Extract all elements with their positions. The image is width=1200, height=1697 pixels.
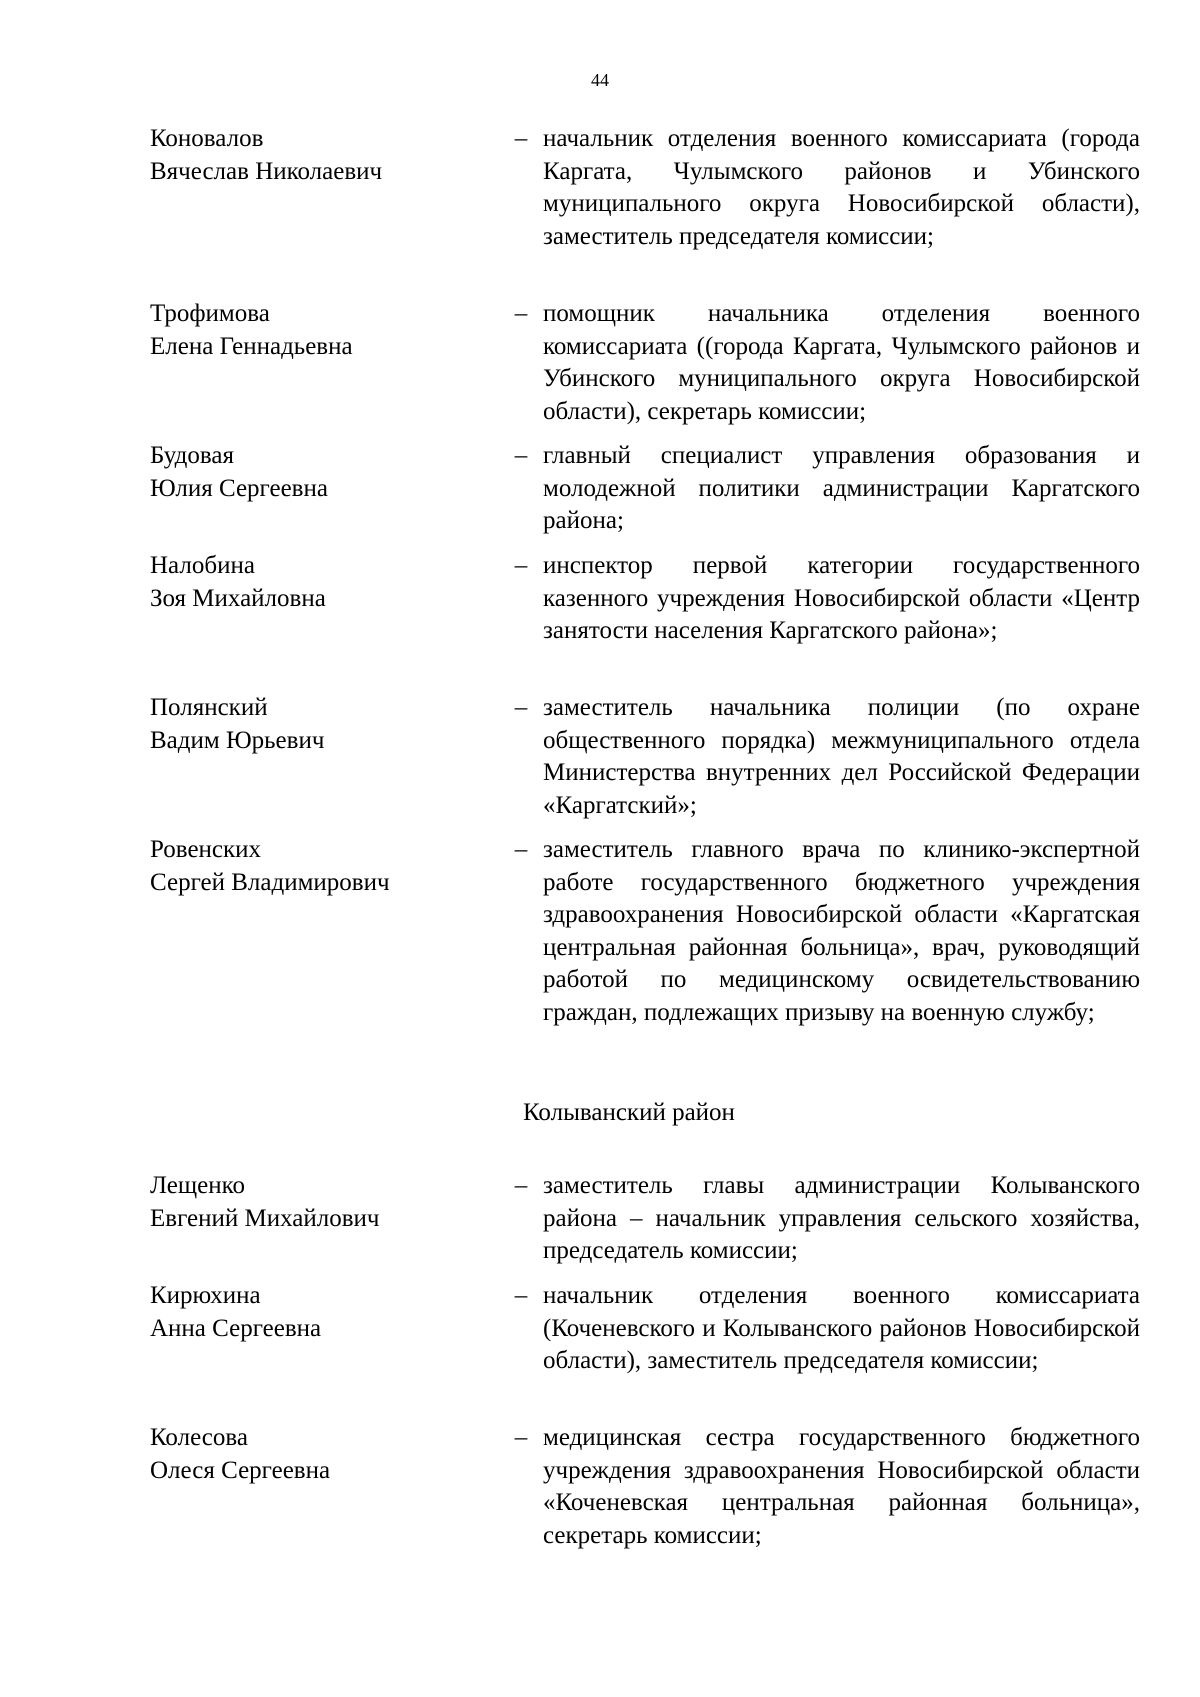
member-name xyxy=(150,692,490,757)
dash-separator: – xyxy=(514,1282,528,1309)
member-surname: Трофимова xyxy=(150,300,270,327)
member-name xyxy=(150,550,490,615)
page-number: 44 xyxy=(591,70,609,90)
member-name xyxy=(150,123,490,188)
member-role: заместитель главы администрации Колыванского района – начальник управления сельского хозяйства, председатель комиссии; xyxy=(543,1172,1140,1264)
member-role: заместитель начальника полиции (по охране общественного порядка) межмуниципального отдела Министерства внутренних дел Российской Федерации «Каргатский»; xyxy=(543,694,1140,819)
member-surname: Кирюхина xyxy=(150,1282,261,1309)
member-surname: Налобина xyxy=(150,552,255,579)
member-name xyxy=(150,1170,490,1235)
dash-separator: – xyxy=(514,552,528,579)
member-role: главный специалист управления образования и молодежной политики администрации Каргатского района; xyxy=(543,442,1140,534)
dash-separator: – xyxy=(514,300,528,327)
dash-separator: – xyxy=(514,125,528,152)
member-surname: Ровенских xyxy=(150,836,262,863)
member-given-name: Вячеслав Николаевич xyxy=(150,157,383,185)
section-title: Колыванский район xyxy=(523,1099,735,1126)
member-name xyxy=(150,1280,490,1345)
member-surname: Коновалов xyxy=(150,125,264,152)
member-name xyxy=(150,298,490,363)
member-role: помощник начальника отделения военного комиссариата ((города Каргата, Чулымского районов и Убинского муниципального округа Новосибирской области), секретарь комиссии; xyxy=(543,300,1140,425)
member-role: заместитель главного врача по клинико-экспертной работе государственного бюджетного учреждения здравоохранения Новосибирской области «Каргатская центральная районная больница», врач, руководящий работой по медицинскому освидетельствованию граждан, подлежащих призыву на военную службу; xyxy=(543,836,1140,1026)
member-role: начальник отделения военного комиссариата (города Каргата, Чулымского районов и Убинского муниципального округа Новосибирской области), заместитель председателя комиссии; xyxy=(543,125,1140,250)
member-given-name: Юлия Сергеевна xyxy=(150,474,328,502)
dash-separator: – xyxy=(514,442,528,469)
member-name xyxy=(150,440,490,505)
member-role: начальник отделения военного комиссариата (Коченевского и Колыванского районов Новосибирской области), заместитель председателя комиссии; xyxy=(543,1282,1140,1374)
member-given-name: Елена Геннадьевна xyxy=(150,332,353,360)
dash-separator: – xyxy=(514,836,528,863)
member-given-name: Вадим Юрьевич xyxy=(150,726,325,754)
member-name xyxy=(150,1422,490,1487)
member-surname: Лещенко xyxy=(150,1172,245,1199)
dash-separator: – xyxy=(514,1424,528,1451)
member-given-name: Олеся Сергеевна xyxy=(150,1456,331,1484)
member-surname: Будовая xyxy=(150,442,234,469)
member-given-name: Зоя Михайловна xyxy=(150,584,326,612)
member-surname: Колесова xyxy=(150,1424,248,1451)
member-surname: Полянский xyxy=(150,694,268,721)
member-given-name: Евгений Михайлович xyxy=(150,1204,380,1232)
member-role: инспектор первой категории государственного казенного учреждения Новосибирской области «Центр занятости населения Каргатского района»; xyxy=(543,552,1140,644)
member-given-name: Анна Сергеевна xyxy=(150,1314,322,1342)
dash-separator: – xyxy=(514,694,528,721)
member-given-name: Сергей Владимирович xyxy=(150,868,390,896)
member-name xyxy=(150,834,490,899)
dash-separator: – xyxy=(514,1172,528,1199)
member-role: медицинская сестра государственного бюджетного учреждения здравоохранения Новосибирской области «Коченевская центральная районная больница», секретарь комиссии; xyxy=(543,1424,1140,1549)
